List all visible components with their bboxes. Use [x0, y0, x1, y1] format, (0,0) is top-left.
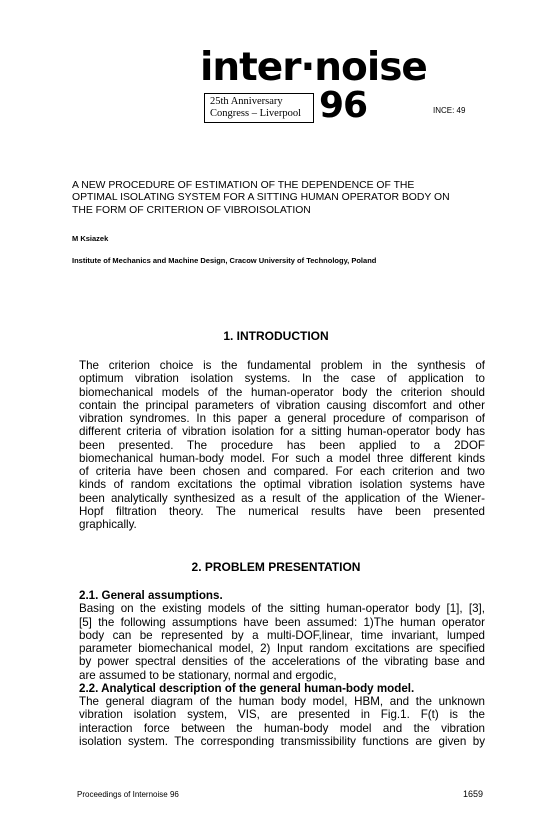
- logo-anniversary-text: 25th Anniversary: [210, 96, 283, 107]
- paragraph-line: vibration isolation system, VIS, are presented in Fig.1. F(t) is the: [79, 708, 485, 722]
- problem-presentation-body: [79, 589, 485, 748]
- paragraph-line: vibration syndromes. In this paper a general procedure of comparison of: [79, 412, 485, 425]
- paragraph-line: graphically.: [79, 518, 137, 531]
- paragraph-line: been analytically synthesized as a result of the application of the Wiener-: [79, 491, 485, 505]
- conference-logo-box: [204, 93, 314, 123]
- paper-title-line: THE FORM OF CRITERION OF VIBROISOLATION: [72, 204, 311, 216]
- paragraph-line: biomechanical human-body model. For such a model three different kinds: [79, 451, 485, 465]
- paragraph-line: been presented. The procedure has been applied to a 2DOF: [79, 438, 485, 452]
- paper-title-line: OPTIMAL ISOLATING SYSTEM FOR A SITTING HUMAN OPERATOR BODY ON: [72, 192, 450, 204]
- paragraph-line: body can be represented by a multi-DOF,linear, time invariant, lumped: [79, 628, 485, 642]
- author-name: M Ksiazek: [72, 234, 109, 243]
- paragraph-line: The general diagram of the human body model, HBM, and the unknown: [79, 695, 485, 708]
- paper-code: INCE: 49: [433, 106, 466, 115]
- conference-logo-year: 96: [319, 85, 368, 126]
- paragraph-line: parameter biomechanical model, 2) Input random excitations are specified: [79, 642, 485, 655]
- paragraph-line: Basing on the existing models of the sitting human-operator body [1], [3],: [79, 602, 485, 616]
- section-heading-problem-presentation: 2. PROBLEM PRESENTATION: [191, 560, 361, 574]
- conference-logo-wordmark: inter·noise: [200, 45, 427, 90]
- introduction-paragraph: [79, 359, 485, 531]
- page-number: 1659: [463, 789, 484, 799]
- paragraph-line: Hopf filtration theory. The numerical results have been presented: [79, 504, 485, 518]
- paragraph-line: by power spectral densities of the accelerations of the vibrating base and: [79, 655, 485, 669]
- paragraph-line: kinds of random excitations the optimal vibration isolation systems have: [79, 478, 485, 492]
- subsection-heading-analytical-description: 2.2. Analytical description of the general human-body model.: [79, 681, 415, 695]
- paragraph-line: The criterion choice is the fundamental problem in the synthesis of: [79, 359, 485, 372]
- paragraph-line: isolation system. The corresponding transmissibility functions are given by: [79, 734, 485, 748]
- paragraph-line: are assumed to be stationary, normal and ergodic,: [79, 668, 337, 682]
- paragraph-line: optimum vibration isolation systems. In the case of application to: [79, 372, 485, 386]
- paragraph-line: contain the principal parameters of vibration causing discomfort and other: [79, 398, 485, 412]
- paragraph-line: biomechanical models of the human-operator body the criterion should: [79, 385, 485, 399]
- subsection-heading-general-assumptions: 2.1. General assumptions.: [79, 589, 223, 602]
- logo-congress-text: Congress – Liverpool: [210, 108, 301, 119]
- paper-title-line: A NEW PROCEDURE OF ESTIMATION OF THE DEPENDENCE OF THE: [72, 180, 415, 191]
- footer-proceedings: Proceedings of Internoise 96: [77, 790, 179, 799]
- paragraph-line: interaction force between the human-body model and the vibration: [79, 721, 485, 735]
- paragraph-line: different criteria of vibration isolation for a sitting human-operator body has: [79, 425, 485, 439]
- paragraph-line: [5] the following assumptions have been assumed: 1)The human operator: [79, 615, 485, 629]
- author-affiliation: Institute of Mechanics and Machine Design, Cracow University of Technology, Poland: [72, 256, 377, 265]
- paper-title: [72, 180, 492, 217]
- paragraph-line: of criteria have been chosen and compared. For each criterion and two: [79, 465, 485, 478]
- section-heading-introduction: 1. INTRODUCTION: [223, 329, 329, 343]
